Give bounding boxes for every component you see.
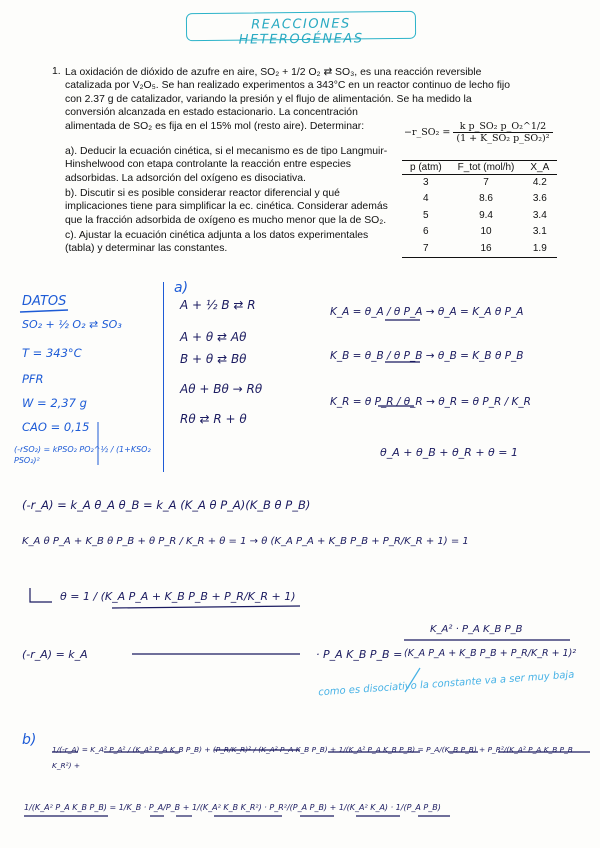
datos-item: PFR bbox=[22, 372, 44, 386]
mechanism-step: B + θ ⇄ Bθ bbox=[180, 352, 247, 366]
rate-equation-lhs: −r_SO₂ = bbox=[404, 127, 451, 138]
mechanism-step: Rθ ⇄ R + θ bbox=[180, 412, 247, 426]
intro-line: La oxidación de dióxido de azufre en aire, SO₂ + 1/2 O₂ ⇄ SO₃, es una reacción reversible bbox=[65, 67, 482, 78]
part-c-line: c). Ajustar la ecuación cinética adjunta a los datos experimentales bbox=[65, 230, 369, 241]
rate-equation-denominator: (1 + K_SO₂ p_SO₂)² bbox=[456, 133, 550, 144]
intro-line: alimentada de SO₂ es fija en el 15% mol (resto aire). Determinar: bbox=[65, 120, 365, 132]
table-cell: 3.6 bbox=[532, 193, 547, 205]
part-c-line: (tabla) y determinar las constantes. bbox=[65, 243, 228, 255]
table-cell: 1.9 bbox=[532, 242, 547, 254]
part-b-line: que la fracción adsorbida de oxígeno es mucho menor que la de SO₂. bbox=[65, 214, 387, 226]
mechanism-step: A + θ ⇄ Aθ bbox=[180, 330, 247, 344]
rate-equation-numerator: k p_SO₂ p_O₂^1/2 bbox=[453, 121, 552, 133]
table-cell: 8.6 bbox=[479, 193, 493, 205]
theta-line: θ = 1 / (K_A P_A + K_B P_B + P_R/K_R + 1) bbox=[60, 590, 296, 603]
table-cell: 9.4 bbox=[479, 209, 493, 221]
datos-item: SO₂ + ½ O₂ ⇄ SO₃ bbox=[22, 318, 122, 331]
intro-line: conversión alcanzada en estado estacionario. La concentración bbox=[65, 107, 358, 119]
mechanism-step: A + ½ B ⇄ R bbox=[180, 298, 256, 312]
table-header: p (atm) bbox=[402, 161, 450, 175]
table-header: F_tot (mol/h) bbox=[450, 161, 523, 175]
table-cell: 7 bbox=[483, 177, 489, 188]
rate-final-lhs: (-r_A) = k_A bbox=[22, 648, 88, 661]
part-a-line: Hinshelwood con etapa controlante la reacción entre especies bbox=[65, 159, 351, 171]
table-cell: 10 bbox=[480, 226, 492, 238]
table-cell: 3.4 bbox=[532, 209, 547, 221]
intro-line: catalizada por V₂O₅. Se han realizado experimentos a 343°C en un reactor continuo de lecho fijo bbox=[65, 80, 511, 92]
part-b-line2: 1/(K_A² P_A K_B P_B) = 1/K_B · P_A/P_B + 1/(K_A² K_B K_R²) · P_R²/(P_A P_B) + 1/(K_A² K_A) · 1/(P_A P_B) bbox=[24, 803, 441, 812]
table-cell: 6 bbox=[423, 226, 429, 238]
part-a-label: a) bbox=[174, 280, 189, 296]
page-title: REACCIONES HETEROGÉNEAS bbox=[238, 16, 364, 48]
equilibrium-line: K_B = θ_B / θ P_B → θ_B = K_B θ P_B bbox=[330, 350, 524, 362]
part-a-line: adsorbidas. La adsorción del oxígeno es disociativa. bbox=[65, 172, 306, 184]
balance-line: K_A θ P_A + K_B θ P_B + θ P_R / K_R + θ = 1 → θ (K_A P_A + K_B P_B + P_R/K_R + 1) = 1 bbox=[22, 536, 469, 547]
table-cell: 5 bbox=[423, 209, 429, 221]
part-b-line: b). Discutir si es posible considerar reactor diferencial y qué bbox=[65, 188, 340, 199]
table-header: X_A bbox=[522, 161, 557, 175]
rate-final-denominator: (K_A P_A + K_B P_B + P_R/K_R + 1)² bbox=[404, 648, 577, 659]
datos-title: DATOS bbox=[22, 294, 67, 309]
equilibrium-line: K_R = θ P_R / θ_R → θ_R = θ P_R / K_R bbox=[330, 396, 531, 408]
part-b-label: b) bbox=[22, 732, 37, 748]
table-cell: 3 bbox=[423, 177, 429, 188]
equilibrium-line: θ_A + θ_B + θ_R + θ = 1 bbox=[380, 446, 518, 459]
rate-final-mid: · P_A K_B P_B = bbox=[316, 648, 403, 661]
part-b-line1: 1/(-r_A) = K_A² P_A² / (K_A² P_A K_B P_B) + (P_R/K_R)² / (K_A² P_A K_B P_B) + 1/(K_A² P_A K_B P_B) = P_A/(K_B P_B) + P_R²/(K_A² P_A K_B P_B K_R²) + bbox=[52, 745, 573, 770]
table-cell: 3.1 bbox=[532, 226, 547, 238]
datos-item: W = 2,37 g bbox=[22, 396, 87, 410]
problem-number: 1. bbox=[52, 66, 61, 77]
rate-line: (-r_A) = k_A θ_A θ_B = k_A (K_A θ P_A)(K_B θ P_B) bbox=[22, 498, 311, 512]
rate-final-numerator: K_A² · P_A K_B P_B bbox=[430, 624, 523, 635]
table-cell: 7 bbox=[423, 242, 429, 254]
part-b-line: implicaciones tiene para simplificar la ec. cinética. Considerar además bbox=[65, 201, 388, 213]
table-cell: 16 bbox=[480, 242, 492, 254]
mechanism-step: Aθ + Bθ → Rθ bbox=[180, 382, 263, 396]
part-a-line: a). Deducir la ecuación cinética, si el mecanismo es de tipo Langmuir- bbox=[65, 146, 388, 157]
table-cell: 4 bbox=[423, 193, 429, 205]
datos-item: T = 343°C bbox=[22, 346, 82, 360]
table-cell: 4.2 bbox=[532, 177, 547, 188]
datos-item: CAO = 0,15 bbox=[22, 420, 90, 434]
margin-note: como es disociativo la constante va a ser muy baja bbox=[317, 669, 575, 699]
equilibrium-line: K_A = θ_A / θ P_A → θ_A = K_A θ P_A bbox=[330, 306, 524, 318]
datos-item: (-rSO₂) = kPSO₂ PO₂^½ / (1+KSO₂ PSO₂)² bbox=[14, 445, 151, 465]
intro-line: con 2.37 g de catalizador, variando la presión y el flujo de alimentación. Se ha medido la bbox=[65, 93, 472, 105]
